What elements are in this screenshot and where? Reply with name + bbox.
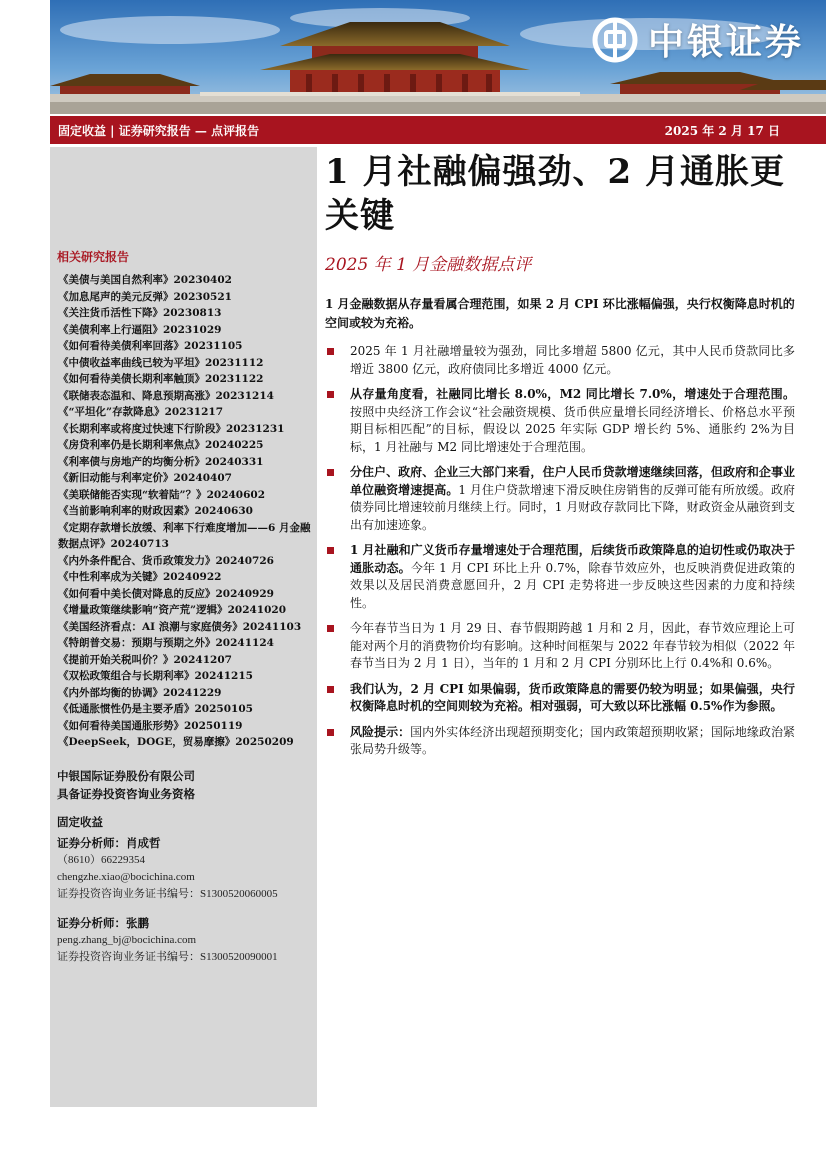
related-report-item[interactable]: 《联储表态温和、降息预期高涨》20231214 <box>58 389 274 402</box>
coverage-sector: 固定收益 <box>57 815 103 829</box>
key-point <box>325 620 795 673</box>
company-qualification: 具备证券投资咨询业务资格 <box>57 787 195 801</box>
bullet-marker <box>327 729 334 736</box>
related-report-item[interactable]: 《如何看待美债长期利率触顶》20231122 <box>58 373 264 385</box>
bullet-marker <box>327 625 334 632</box>
related-report-item[interactable]: 《内外部均衡的协调》20241229 <box>58 686 222 699</box>
header-banner-image <box>50 0 826 114</box>
related-report-item[interactable]: 《特朗普交易：预期与预期之外》20241124 <box>58 637 274 649</box>
bullet-marker <box>327 547 334 554</box>
key-point-bold: 从存量角度看，社融同比增长 8.0%，M2 同比增长 7.0%，增速处于合理范围。 <box>350 387 795 401</box>
analyst-title: 证券分析师：张鹏 <box>57 916 149 930</box>
related-report-item[interactable]: 《“平坦化”存款降息》20231217 <box>58 406 224 418</box>
report-lead: 1 月金融数据从存量看属合理范围，如果 2 月 CPI 环比涨幅偏强，央行权衡降息时机的空间或较为充裕。 <box>325 297 795 330</box>
key-point-bold: 风险提示： <box>350 724 411 739</box>
related-reports-list <box>58 272 314 751</box>
related-report-item[interactable]: 《DeepSeek，DOGE，贸易摩擦》20250209 <box>58 736 294 748</box>
related-report-item[interactable]: 《如何看待美债利率回落》20231105 <box>58 340 243 352</box>
key-point <box>325 343 795 378</box>
related-report-item[interactable]: 《当前影响利率的财政因素》20240630 <box>58 505 253 517</box>
related-report-item[interactable]: 《美债利率上行逼阻》20231029 <box>58 323 222 336</box>
company-info <box>57 767 195 831</box>
key-point-text: 今年 1 月 CPI 环比上升 0.7%，除春节效应外，也反映消费促进政策的效果以及居民消费意愿回升，2 月 CPI 走势将进一步反映这些因素的力度和持续性。 <box>350 560 795 610</box>
sidebar <box>50 147 317 1107</box>
related-report-item[interactable]: 《定期存款增长放缓、利率下行难度增加——6 月金融数据点评》20240713 <box>58 521 311 550</box>
company-logo <box>592 14 804 65</box>
report-title: 1 月社融偏强劲、2 月通胀更关键 <box>325 152 785 236</box>
related-report-item[interactable]: 《低通胀惯性仍是主要矛盾》20250105 <box>58 703 253 715</box>
related-report-item[interactable]: 《中债收益率曲线已较为平坦》20231112 <box>58 356 264 369</box>
key-point-bold: 分住户、政府、企业三大部门来看，住户人民币贷款增速继续回落，但政府和企事业单位融资增速提高。 <box>350 465 795 497</box>
analyst-phone: （8610）66229354 <box>57 854 145 866</box>
spacer <box>57 903 278 915</box>
report-category-band <box>50 116 826 144</box>
spacer <box>57 803 195 813</box>
related-reports-title: 相关研究报告 <box>57 250 130 264</box>
analyst-info <box>57 835 278 966</box>
report-date: 2025 年 2 月 17 日 <box>664 124 780 138</box>
related-report-item[interactable]: 《加息尾声的美元反弹》20230521 <box>58 290 232 303</box>
related-report-item[interactable]: 《房贷利率仍是长期利率焦点》20240225 <box>58 439 264 451</box>
related-report-item[interactable]: 《新旧动能与利率定价》20240407 <box>58 472 232 484</box>
bullet-marker <box>327 348 334 355</box>
boc-logo-icon <box>592 17 638 63</box>
bullet-marker <box>327 469 334 476</box>
related-report-item[interactable]: 《内外条件配合、货币政策发力》20240726 <box>58 554 274 567</box>
key-points <box>325 343 795 759</box>
key-point-text: 今年春节当日为 1 月 29 日、春节假期跨越 1 月和 2 月，因此，春节效应理论上可能对两个月的消费物价均有影响。这种时间框架与 2022 年春节较为相似（2022 年春节当日为 2 月 1 日），当年的 1 月和 2 月 CPI 分别环比上行 0.4%和 0.6%。 <box>350 621 795 670</box>
analyst-title: 证券分析师：肖成哲 <box>57 836 161 850</box>
risk-warning <box>325 724 795 759</box>
related-report-item[interactable]: 《长期利率或将度过快速下行阶段》20231231 <box>58 422 285 435</box>
related-report-item[interactable]: 《美国经济看点：AI 浪潮与家庭债务》20241103 <box>58 620 302 633</box>
key-point <box>325 542 795 612</box>
related-report-item[interactable]: 《美债与美国自然利率》20230402 <box>58 274 232 286</box>
key-point-text: 1 月住户贷款增速下滑反映住房销售的反弹可能有所放缓。政府债券同比增速较前月继续上行。同时，1 月财政存款同比下降，财政资金从融资到支出有加速迹象。 <box>350 482 795 532</box>
analyst-email[interactable]: chengzhe.xiao@bocichina.com <box>57 871 195 883</box>
analyst-license: 证券投资咨询业务证书编号：S1300520060005 <box>57 888 278 900</box>
analyst-license: 证券投资咨询业务证书编号：S1300520090001 <box>57 951 278 963</box>
related-report-item[interactable]: 《双松政策组合与长期利率》20241215 <box>58 670 253 682</box>
key-point <box>325 681 795 716</box>
brand-name: 中银证券 <box>647 22 804 63</box>
key-point <box>325 464 795 534</box>
analyst-email[interactable]: peng.zhang_bj@bocichina.com <box>57 934 197 946</box>
report-category: 固定收益 | 证券研究报告 — 点评报告 <box>58 124 260 138</box>
key-point-text: 按照中央经济工作会议“社会融资规模、货币供应量增长同经济增长、价格总水平预期目标相匹配”的目标，假设以 2025 年实际 GDP 增长约 5%、通胀约 2%为目标，1 月社融与 M2 同比增速处于合理范围。 <box>350 404 795 454</box>
related-report-item[interactable]: 《利率债与房地产的均衡分析》20240331 <box>58 455 264 468</box>
related-report-item[interactable]: 《提前开始关税叫价？》20241207 <box>58 653 232 666</box>
bullet-marker <box>327 686 334 693</box>
key-point-text: 国内外实体经济出现超预期变化；国内政策超预期收紧；国际地缘政治紧张局势升级等。 <box>350 724 795 756</box>
key-point <box>325 386 795 456</box>
related-report-item[interactable]: 《如何看待美国通胀形势》20250119 <box>58 719 243 732</box>
related-report-item[interactable]: 《如何看中美长债对降息的反应》20240929 <box>58 587 274 600</box>
related-report-item[interactable]: 《增量政策继续影响“资产荒”逻辑》20241020 <box>58 604 287 616</box>
report-subtitle: 2025 年 1 月金融数据点评 <box>325 255 532 275</box>
key-point-text: 2025 年 1 月社融增量较为强劲，同比多增超 5800 亿元，其中人民币贷款同比多增近 3800 亿元，政府债同比多增近 4000 亿元。 <box>350 344 795 376</box>
key-point-bold: 我们认为，2 月 CPI 如果偏弱，货币政策降息的需要仍较为明显；如果偏强，央行权衡降息时机的空间则较为充裕。相对强弱，可大致以环比涨幅 0.5%作为参照。 <box>350 681 795 713</box>
related-report-item[interactable]: 《中性利率成为关键》20240922 <box>58 571 222 583</box>
related-report-item[interactable]: 《美联储能否实现“软着陆”？》20240602 <box>58 488 266 501</box>
key-point-bold: 1 月社融和广义货币存量增速处于合理范围，后续货币政策降息的迫切性或仍取决于通胀动态。 <box>350 543 795 575</box>
main-content <box>325 150 795 767</box>
bullet-marker <box>327 391 334 398</box>
company-name: 中银国际证券股份有限公司 <box>57 769 195 783</box>
related-report-item[interactable]: 《关注货币活性下降》20230813 <box>58 307 222 319</box>
